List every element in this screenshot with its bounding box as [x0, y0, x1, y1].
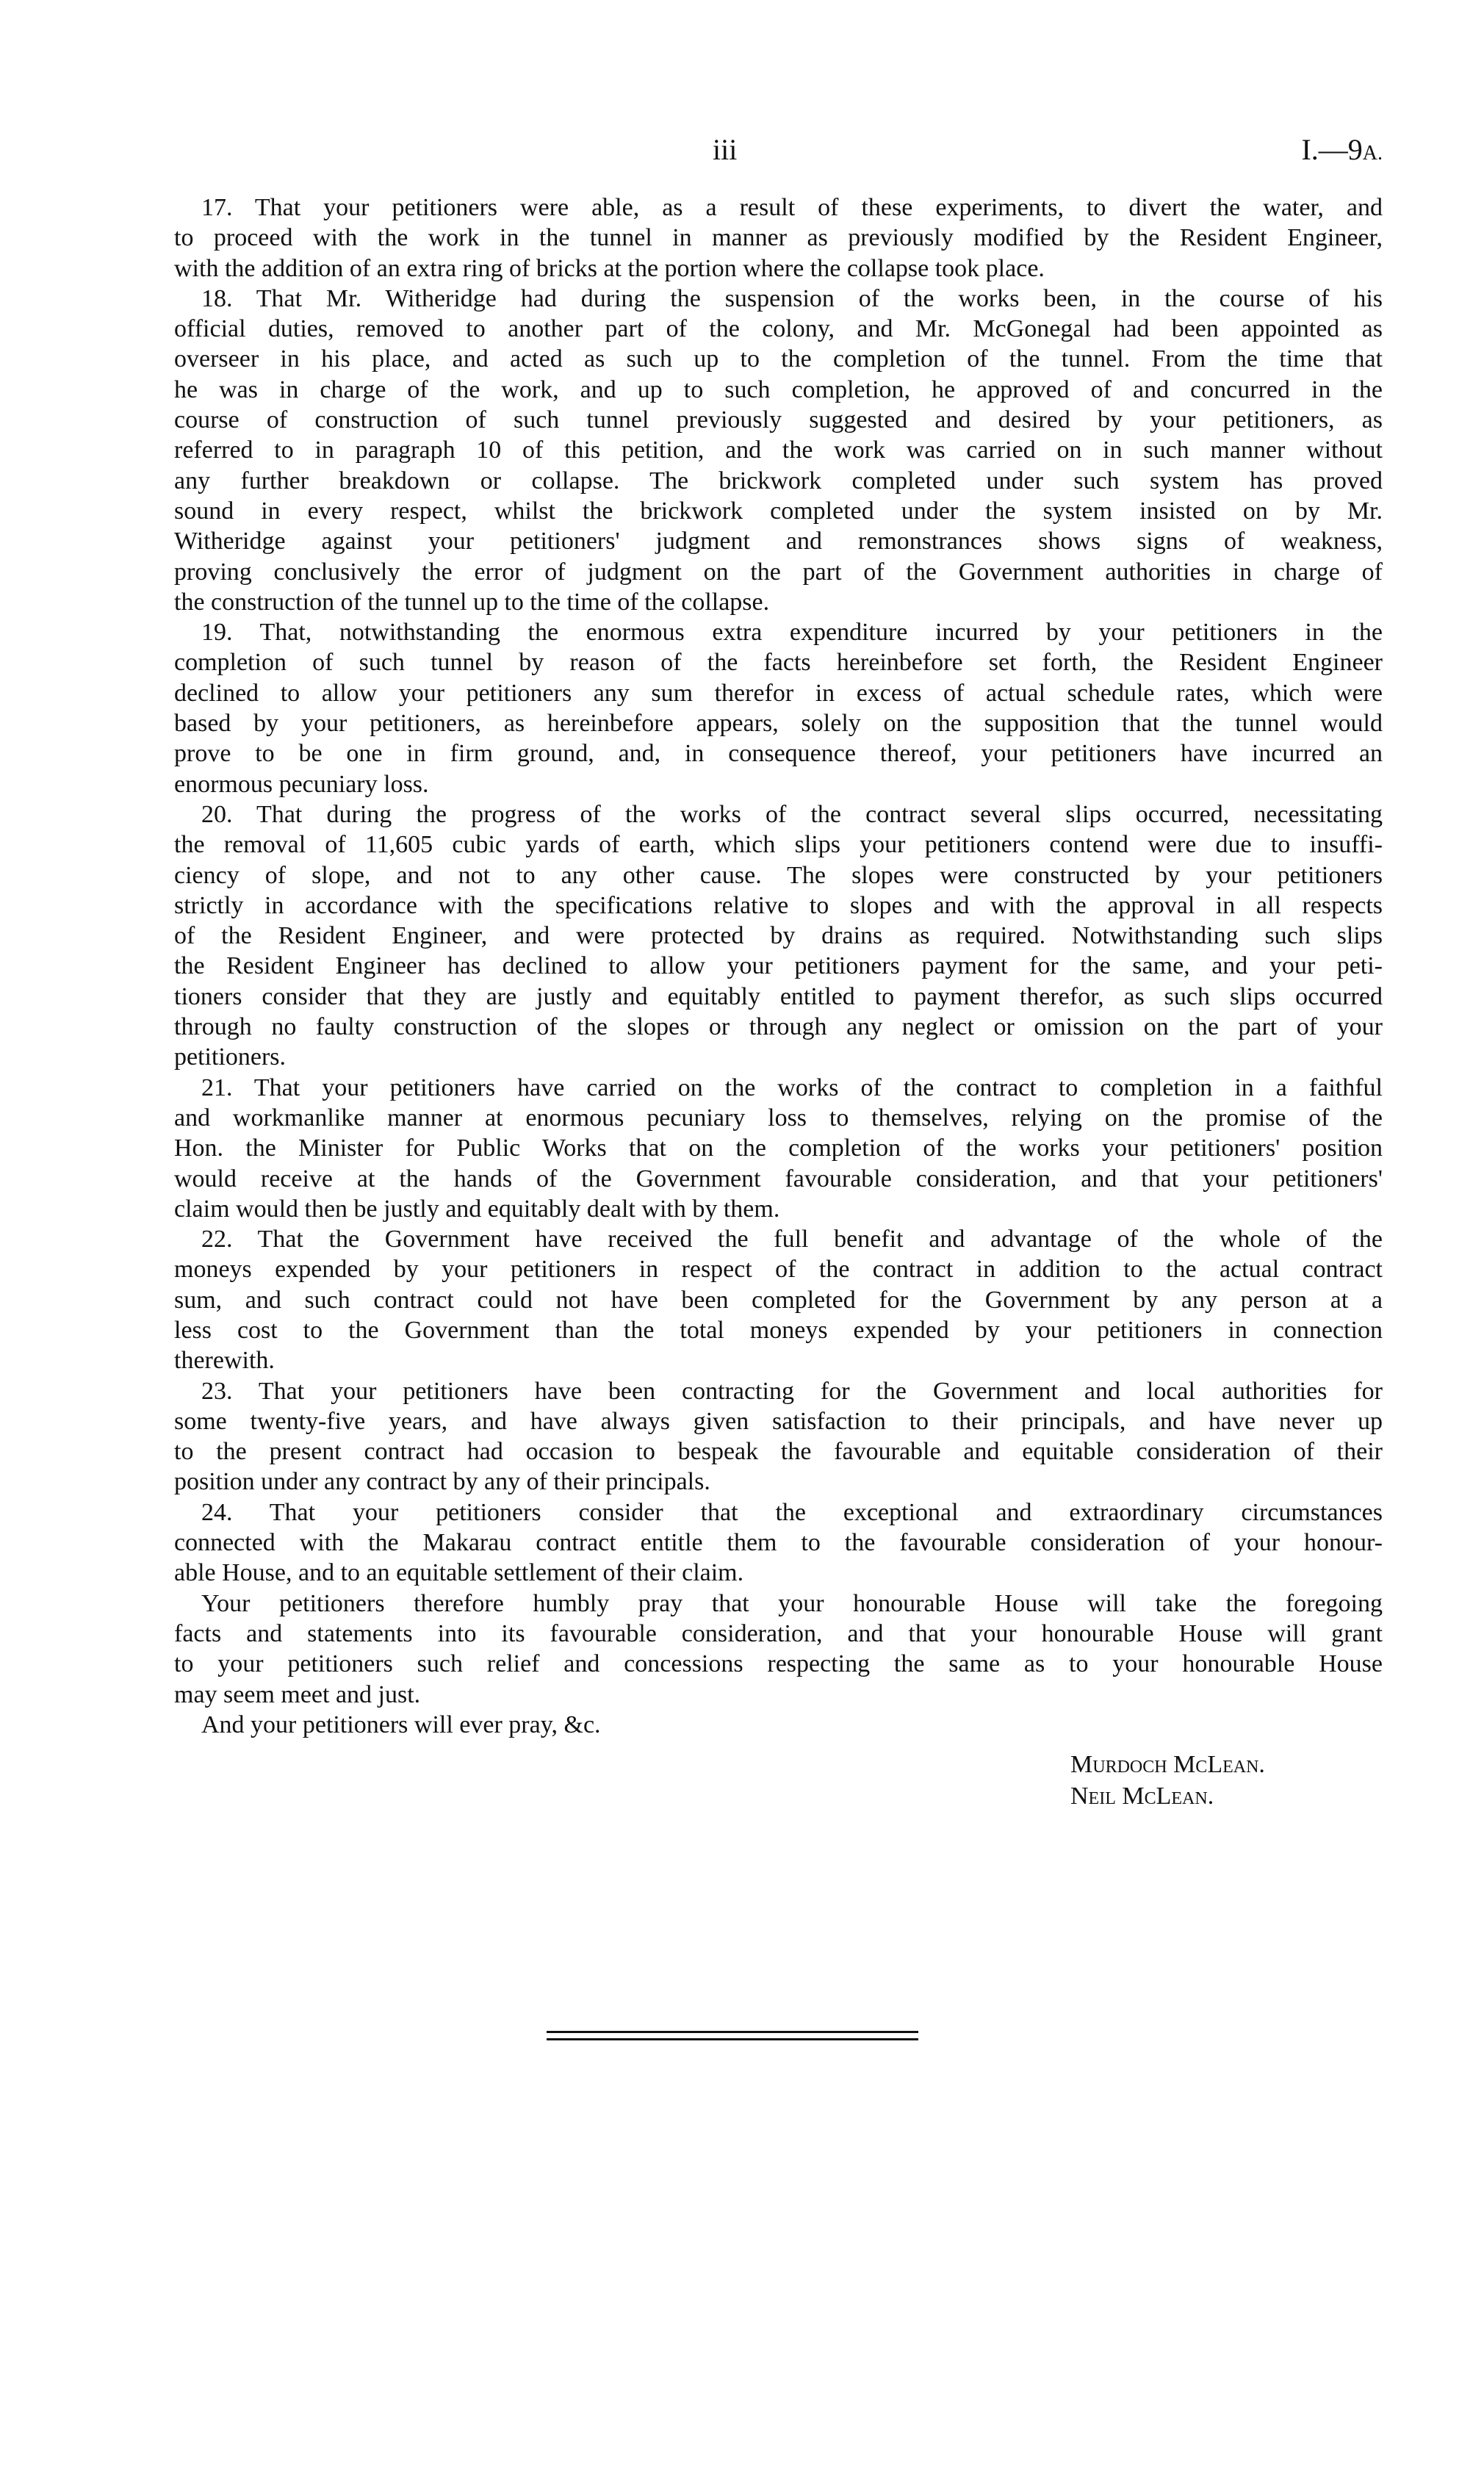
text-line: tioners consider that they are justly and equitably entitled to payment therefor, as such slips occurred [174, 982, 1383, 1010]
signature-murdoch-mclean: Murdoch McLean. [1070, 1751, 1265, 1778]
text-line: Your petitioners therefore humbly pray that your honourable House will take the foregoing [201, 1589, 1383, 1617]
text-line: through no faulty construction of the slopes or through any neglect or omission on the part of your [174, 1013, 1383, 1041]
text-line: ciency of slope, and not to any other cause. The slopes were constructed by your petitioners [174, 861, 1383, 889]
signature-neil-mclean: Neil McLean. [1070, 1783, 1214, 1810]
text-line: moneys expended by your petitioners in respect of the contract in addition to the actual contract [174, 1256, 1383, 1284]
text-line: would receive at the hands of the Government favourable consideration, and that your petitioners' [174, 1165, 1383, 1193]
paragraph [174, 1589, 1383, 1710]
text-line: Witheridge against your petitioners' judgment and remonstrances shows signs of weakness, [174, 528, 1383, 555]
paragraph [174, 193, 1383, 284]
text-line: he was in charge of the work, and up to such completion, he approved of and concurred in the [174, 375, 1383, 403]
text-line: sum, and such contract could not have been completed for the Government by any person at a [174, 1286, 1383, 1314]
paragraph [174, 617, 1383, 799]
text-line: 23. That your petitioners have been contracting for the Government and local authorities for [201, 1377, 1383, 1405]
document-reference-suffix: A. [1362, 142, 1383, 165]
text-line: course of construction of such tunnel previously suggested and desired by your petitioners, as [174, 406, 1383, 434]
text-line: And your petitioners will ever pray, &c. [201, 1711, 601, 1738]
text-line: claim would then be justly and equitably dealt with by them. [174, 1195, 780, 1223]
paragraph [174, 1376, 1383, 1497]
text-line: any further breakdown or collapse. The brickwork completed under such system has proved [174, 467, 1383, 494]
text-line: 24. That your petitioners consider that the exceptional and extraordinary circumstances [201, 1498, 1383, 1526]
text-line: with the addition of an extra ring of bricks at the portion where the collapse took place. [174, 254, 1045, 282]
page-number: iii [713, 133, 738, 166]
text-line: proving conclusively the error of judgment on the part of the Government authorities in charge of [174, 558, 1383, 586]
text-line: prove to be one in firm ground, and, in consequence thereof, your petitioners have incurred an [174, 740, 1383, 768]
text-line: declined to allow your petitioners any sum therefor in excess of actual schedule rates, which were [174, 679, 1383, 707]
text-line: to proceed with the work in the tunnel in manner as previously modified by the Resident Engineer, [174, 224, 1383, 252]
paragraph [174, 799, 1383, 1073]
text-line: based by your petitioners, as hereinbefore appears, solely on the supposition that the tunnel would [174, 710, 1383, 738]
text-line: to the present contract had occasion to bespeak the favourable and equitable consideration of their [174, 1438, 1383, 1466]
text-line: the removal of 11,605 cubic yards of earth, which slips your petitioners contend were due to insuffi- [174, 831, 1383, 859]
end-rule-top [547, 2031, 918, 2033]
document-reference [1301, 132, 1383, 167]
signatures [1070, 1749, 1265, 1812]
document-reference-main: I.—9 [1301, 133, 1363, 166]
text-line: 17. That your petitioners were able, as a result of these experiments, to divert the water, and [201, 194, 1383, 221]
text-line: 22. That the Government have received the full benefit and advantage of the whole of the [201, 1226, 1383, 1253]
text-line: of the Resident Engineer, and were protected by drains as required. Notwithstanding such slips [174, 922, 1383, 950]
text-line: 20. That during the progress of the works of the contract several slips occurred, necessitating [201, 800, 1383, 828]
paragraph [174, 284, 1383, 617]
text-line: connected with the Makarau contract entitle them to the favourable consideration of your honour- [174, 1529, 1383, 1557]
text-line: overseer in his place, and acted as such up to the completion of the tunnel. From the time that [174, 345, 1383, 373]
paragraph [174, 1710, 1383, 1740]
text-line: therewith. [174, 1347, 275, 1375]
text-line: referred to in paragraph 10 of this petition, and the work was carried on in such manner without [174, 436, 1383, 464]
text-line: petitioners. [174, 1043, 287, 1071]
text-line: 21. That your petitioners have carried on the works of the contract to completion in a faithful [201, 1073, 1383, 1101]
text-line: may seem meet and just. [174, 1680, 421, 1708]
text-line: and workmanlike manner at enormous pecuniary loss to themselves, relying on the promise of the [174, 1104, 1383, 1132]
text-line: official duties, removed to another part of the colony, and Mr. McGonegal had been appointed as [174, 315, 1383, 343]
text-line: position under any contract by any of their principals. [174, 1468, 710, 1496]
paragraph [174, 1224, 1383, 1375]
text-line: completion of such tunnel by reason of the facts hereinbefore set forth, the Resident Engineer [174, 649, 1383, 677]
text-line: enormous pecuniary loss. [174, 770, 429, 798]
text-line: some twenty-five years, and have always given satisfaction to their principals, and have never up [174, 1407, 1383, 1435]
paragraph [174, 1497, 1383, 1589]
end-rule-bottom [547, 2038, 918, 2040]
text-line: strictly in accordance with the specifications relative to slopes and with the approval in all respects [174, 891, 1383, 919]
text-line: facts and statements into its favourable consideration, and that your honourable House will grant [174, 1619, 1383, 1647]
text-line: Hon. the Minister for Public Works that on the completion of the works your petitioners' position [174, 1134, 1383, 1162]
text-line: less cost to the Government than the total moneys expended by your petitioners in connection [174, 1316, 1383, 1344]
text-line: 19. That, notwithstanding the enormous extra expenditure incurred by your petitioners in the [201, 619, 1383, 647]
petition-body [174, 193, 1383, 1740]
text-line: the Resident Engineer has declined to allow your petitioners payment for the same, and your peti- [174, 952, 1383, 980]
text-line: the construction of the tunnel up to the time of the collapse. [174, 588, 770, 616]
text-line: to your petitioners such relief and concessions respecting the same as to your honourable House [174, 1650, 1383, 1678]
text-line: able House, and to an equitable settlement of their claim. [174, 1559, 744, 1587]
text-line: 18. That Mr. Witheridge had during the suspension of the works been, in the course of his [201, 284, 1383, 312]
text-line: sound in every respect, whilst the brickwork completed under the system insisted on by Mr. [174, 497, 1383, 525]
paragraph [174, 1073, 1383, 1224]
